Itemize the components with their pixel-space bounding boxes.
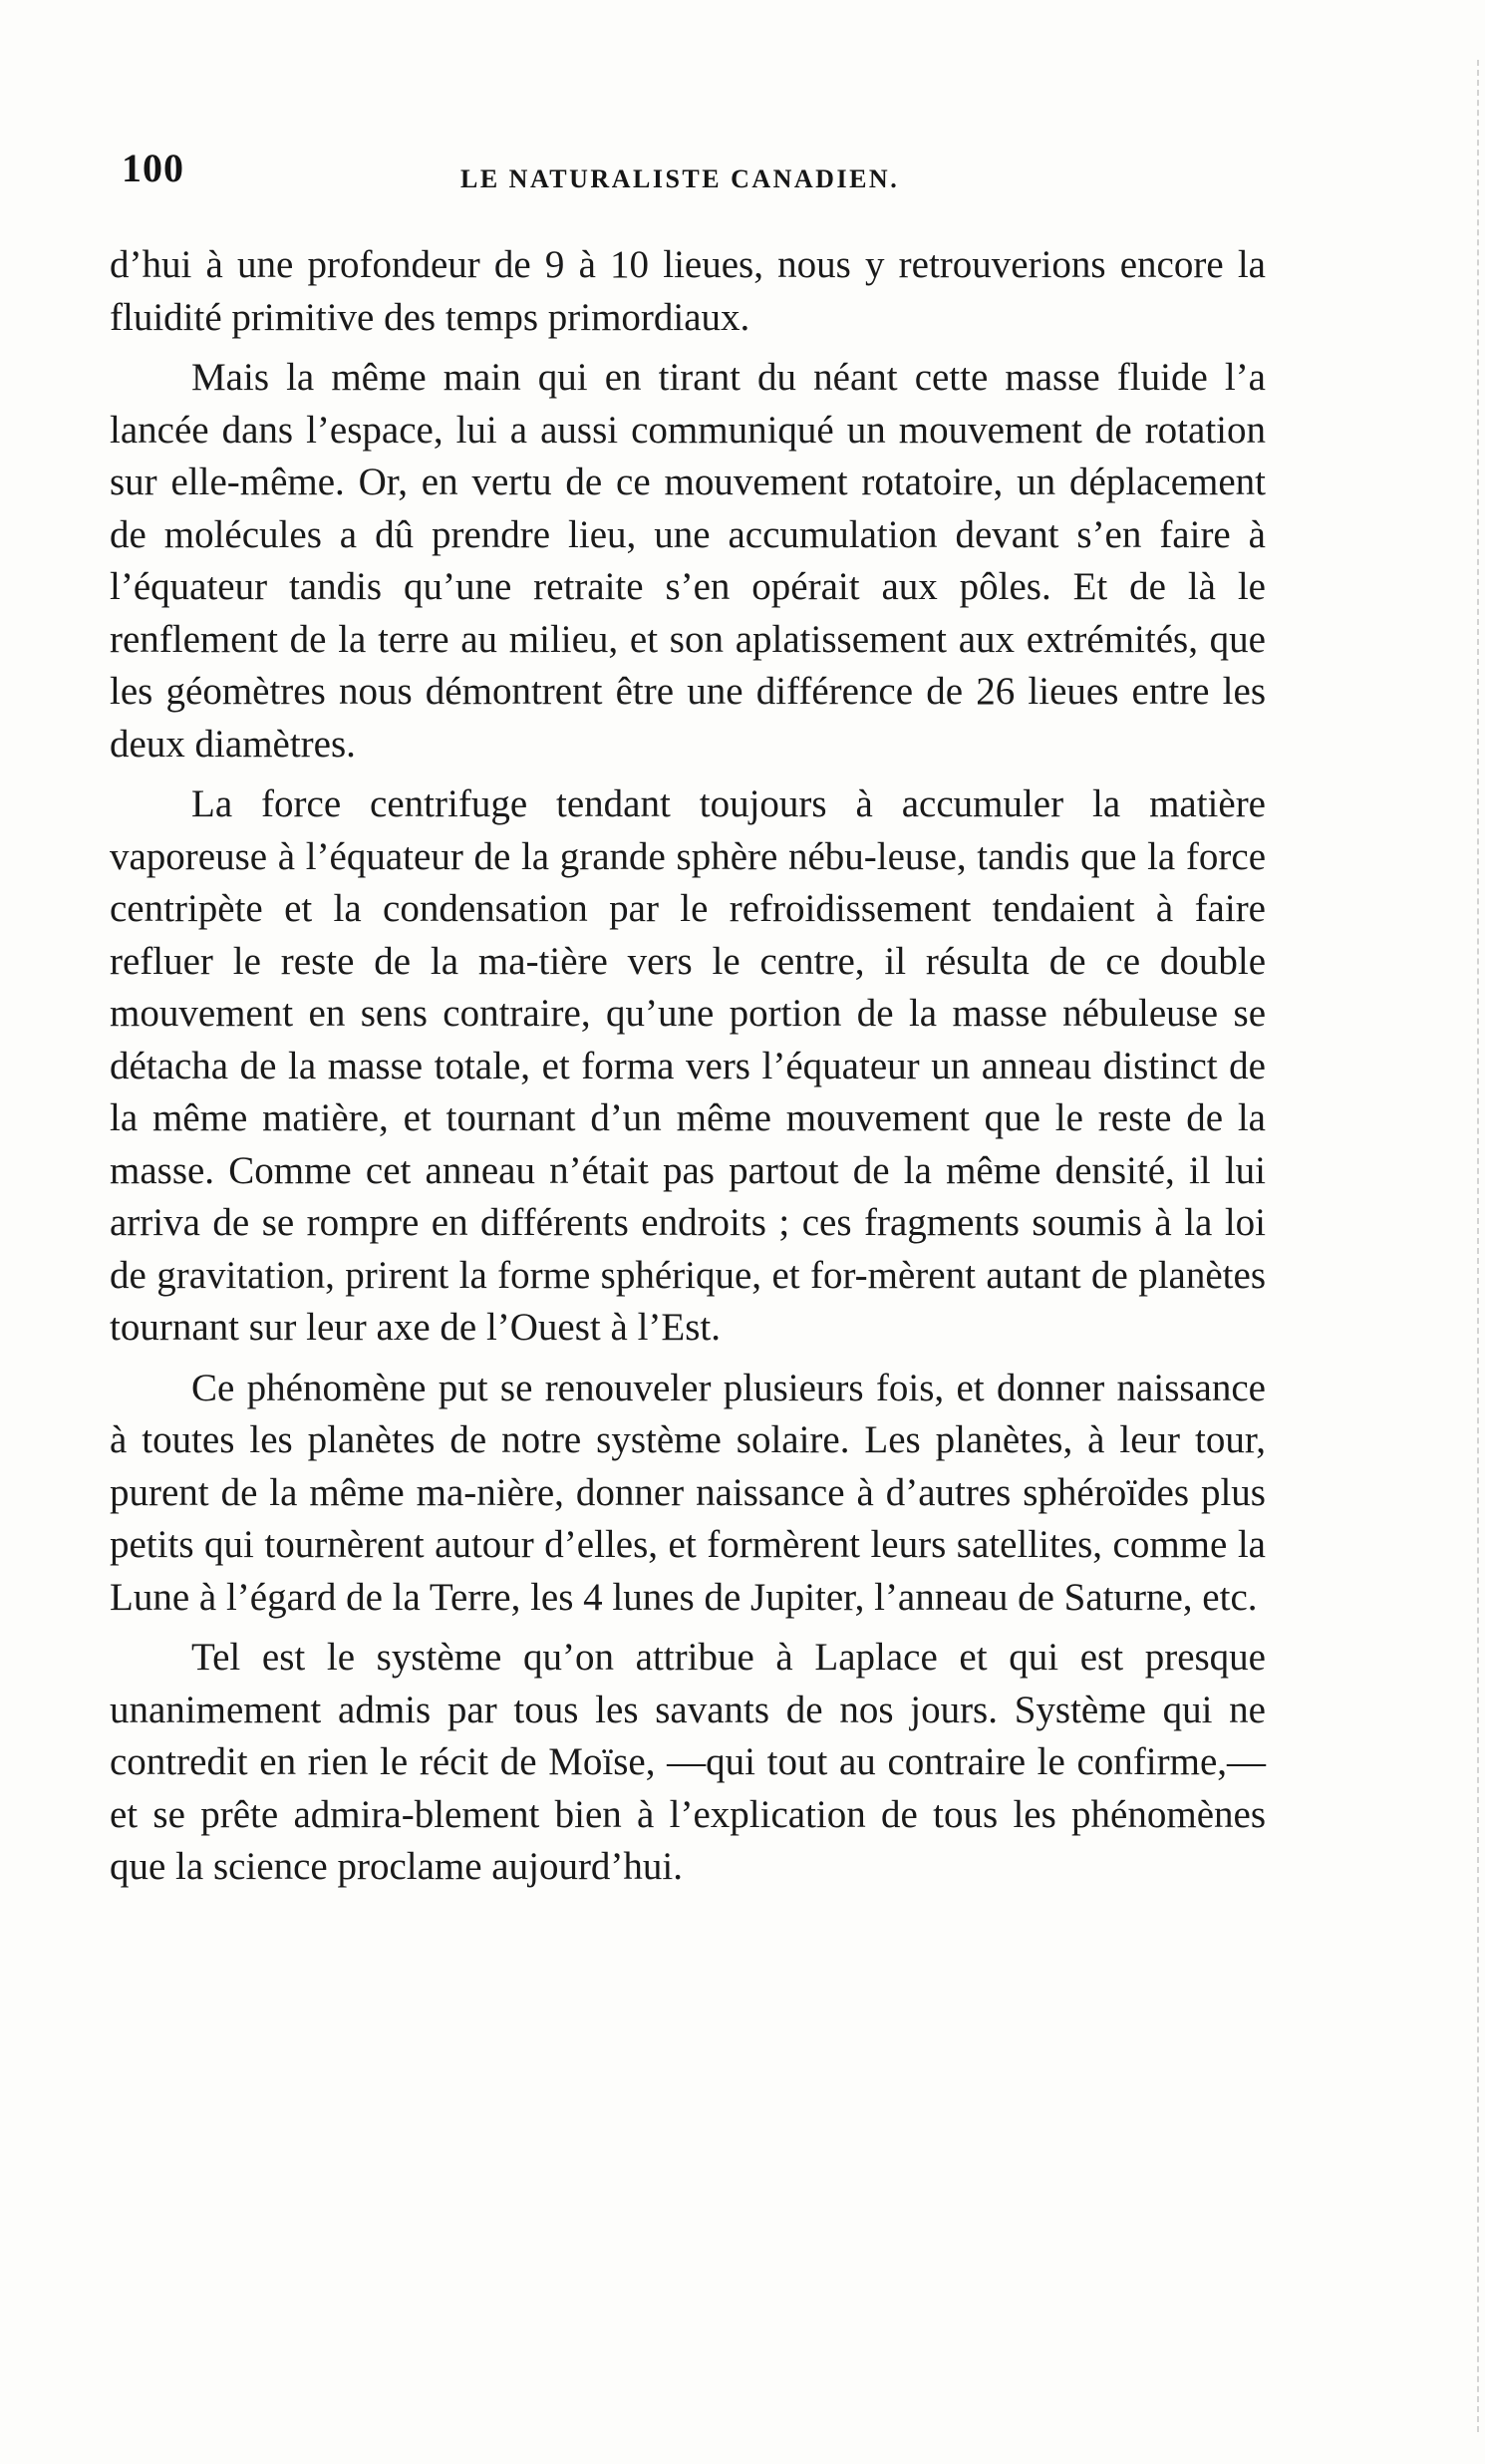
page-edge — [1471, 60, 1479, 2432]
paragraph-1: d’hui à une profondeur de 9 à 10 lieues, nous y retrouverions encore la fluidité primitive des temps primordiaux. — [110, 243, 1266, 339]
page-header — [122, 145, 1268, 204]
paragraph-2: Mais la même main qui en tirant du néant cette masse fluide l’a lancée dans l’espace, lui a aussi communiqué un mouvement de rotation sur elle-même. Or, en vertu de ce mouvement rotatoire, un déplacement de molécules a dû prendre lieu, une accumulation devant s’en faire à l’équateur tandis qu’une retraite s’en opérait aux pôles. Et de là le renflement de la terre au milieu, et son aplatissement aux extrémités, que les géomètres nous démontrent être une différence de 26 lieues entre les deux diamètres. — [110, 356, 1266, 766]
page-number: 100 — [122, 146, 184, 190]
paragraph-4: Ce phénomène put se renouveler plusieurs fois, et donner naissance à toutes les planètes de notre système solaire. Les planètes, à leur tour, purent de la même ma-nière, donner naissance à d’autres sphéroïdes plus petits qui tournèrent autour d’elles, et formèrent leurs satellites, comme la Lune à l’égard de la Terre, les 4 lunes de Jupiter, l’anneau de Saturne, etc. — [110, 1366, 1266, 1619]
paragraph-3: La force centrifuge tendant toujours à accumuler la matière vaporeuse à l’équateur de la grande sphère nébu-leuse, tandis que la force centripète et la condensation par le refroidissement tendaient à faire refluer le reste de la ma-tière vers le centre, il résulta de ce double mouvement en sens contraire, qu’une portion de la masse nébuleuse se détacha de la masse totale, et forma vers l’équateur un anneau distinct de la même matière, et tournant d’un même mouvement que le reste de la masse. Comme cet anneau n’était pas partout de la même densité, il lui arriva de se rompre en différents endroits ; ces fragments soumis à la loi de gravitation, prirent la forme sphérique, et for-mèrent autant de planètes tournant sur leur axe de l’Ouest à l’Est. — [110, 782, 1266, 1349]
paragraph-5: Tel est le système qu’on attribue à Laplace et qui est presque unanimement admis par tous les savants de nos jours. Système qui ne contredit en rien le récit de Moïse, —qui tout au contraire le confirme,—et se prête admira-blement bien à l’explication de tous les phénomènes que la science proclame aujourd’hui. — [110, 1636, 1266, 1888]
running-head: LE NATURALISTE CANADIEN. — [460, 164, 900, 193]
body-text — [110, 239, 1266, 1902]
